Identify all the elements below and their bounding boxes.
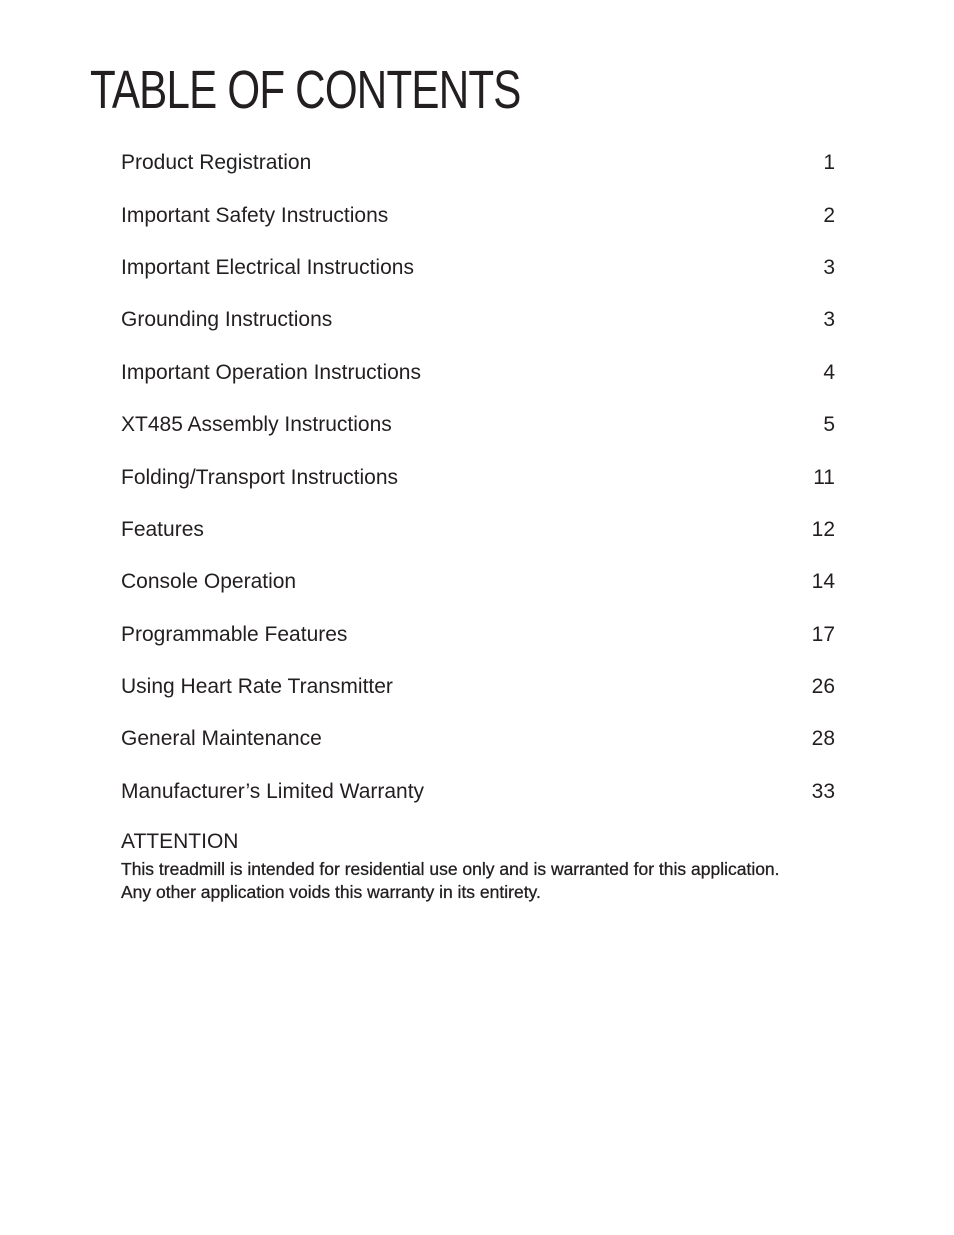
attention-text — [121, 858, 881, 904]
toc-entry-label: Product Registration — [121, 151, 312, 175]
toc-entry-page: 28 — [811, 727, 835, 751]
toc-entry-page: 3 — [823, 255, 835, 279]
page-title: TABLE OF CONTENTS — [90, 60, 521, 120]
toc-entry-page: 4 — [823, 360, 835, 384]
toc-entry-programmable-features — [121, 609, 835, 661]
toc-entry-page: 1 — [823, 151, 835, 175]
attention-line-1: This treadmill is intended for residential use only and is warranted for this application. — [121, 859, 780, 879]
toc-entry-label: Manufacturer’s Limited Warranty — [121, 779, 425, 803]
toc-entry-folding-transport-instructions — [121, 451, 835, 503]
toc-entry-label: Important Electrical Instructions — [121, 255, 414, 279]
toc-entry-grounding-instructions — [121, 294, 835, 346]
toc-entry-label: Features — [121, 517, 204, 541]
toc-entry-product-registration — [121, 137, 835, 189]
toc-entry-console-operation — [121, 556, 835, 608]
toc-entry-page: 17 — [811, 622, 835, 646]
toc-entry-important-electrical-instructions — [121, 242, 835, 294]
toc-entry-page: 26 — [811, 675, 835, 699]
toc-entry-label: Using Heart Rate Transmitter — [121, 675, 393, 699]
toc-entry-page: 2 — [823, 203, 835, 227]
toc-entry-assembly-instructions — [121, 399, 835, 451]
toc-entry-important-safety-instructions — [121, 189, 835, 241]
toc-entry-label: Important Safety Instructions — [121, 203, 389, 227]
toc-entry-label: Console Operation — [121, 570, 297, 594]
toc-entry-label: General Maintenance — [121, 727, 322, 751]
toc-entry-page: 12 — [811, 517, 835, 541]
toc-entry-page: 33 — [811, 779, 835, 803]
toc-entry-label: Important Operation Instructions — [121, 360, 421, 384]
toc-entry-page: 14 — [811, 570, 835, 594]
toc-entry-page: 3 — [823, 308, 835, 332]
toc-entry-label: Programmable Features — [121, 622, 348, 646]
toc-entry-general-maintenance — [121, 713, 835, 765]
toc-entry-label: Folding/Transport Instructions — [121, 465, 399, 489]
toc-entry-heart-rate-transmitter — [121, 661, 835, 713]
toc-entry-important-operation-instructions — [121, 347, 835, 399]
attention-line-2: Any other application voids this warranty in its entirety. — [121, 882, 541, 902]
toc-entry-features — [121, 504, 835, 556]
toc-entry-label: Grounding Instructions — [121, 308, 333, 332]
attention-notice — [121, 828, 881, 904]
toc-entry-limited-warranty — [121, 766, 835, 818]
toc-entry-label: XT485 Assembly Instructions — [121, 413, 392, 437]
attention-heading: ATTENTION — [121, 830, 239, 853]
toc-entry-page: 5 — [823, 413, 835, 437]
toc-entry-page: 11 — [813, 465, 835, 489]
toc-list — [121, 137, 835, 818]
